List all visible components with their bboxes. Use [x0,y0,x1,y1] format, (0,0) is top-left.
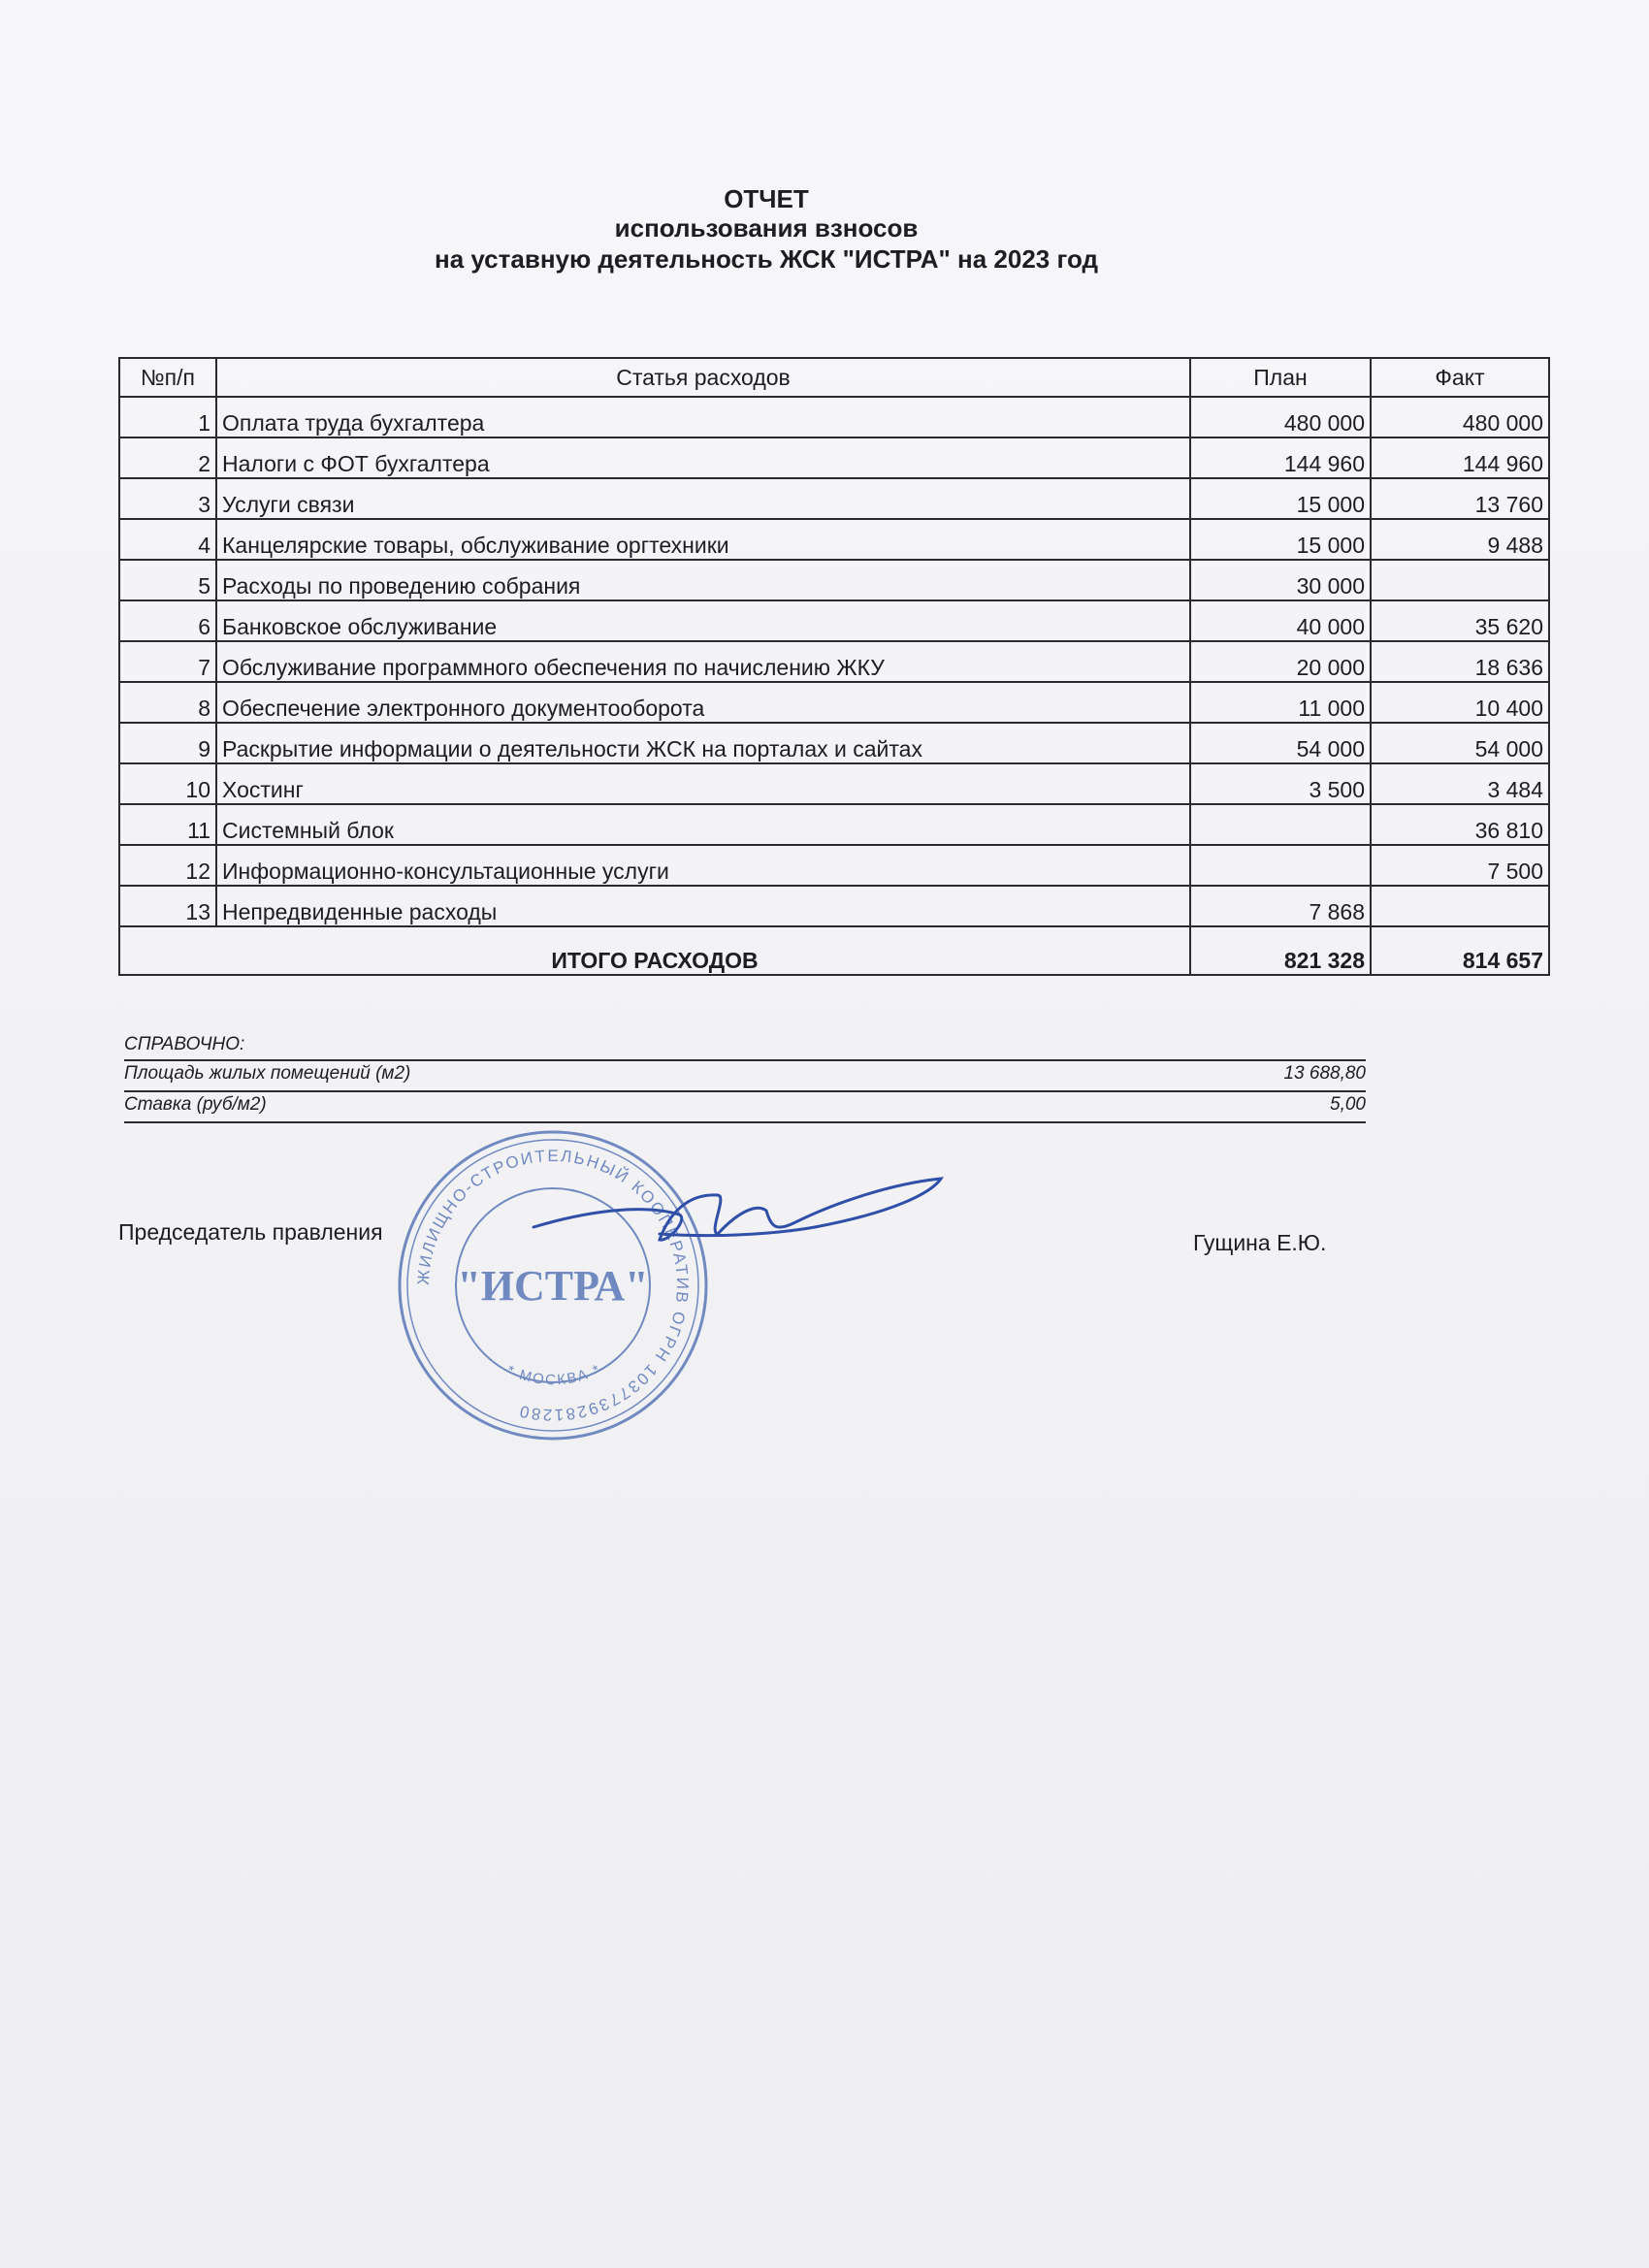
row-plan: 7 868 [1190,886,1371,926]
table-row [119,641,1549,682]
row-fact: 480 000 [1371,397,1549,437]
row-item: Расходы по проведению собрания [216,560,1190,600]
row-item: Информационно-консультационные услуги [216,845,1190,886]
stamp-center-text: "ИСТРА" [457,1262,649,1310]
table-row [119,886,1549,926]
total-row [119,926,1549,975]
expense-table [118,357,1550,976]
stamp-ring-text: ЖИЛИЩНО-СТРОИТЕЛЬНЫЙ КООПЕРАТИВ ОГРН 1037739281280 [413,1146,693,1425]
row-fact: 36 810 [1371,804,1549,845]
header-plan: План [1190,358,1371,397]
title-line-2: использования взносов [614,213,919,243]
table-row [119,600,1549,641]
row-item: Хостинг [216,763,1190,804]
row-number: 12 [119,845,216,886]
reference-row-area [124,1059,1366,1092]
row-plan: 20 000 [1190,641,1371,682]
row-number: 9 [119,723,216,763]
row-plan [1190,845,1371,886]
row-plan: 144 960 [1190,437,1371,478]
reference-label: Площадь жилых помещений (м2) [124,1063,411,1084]
row-fact: 9 488 [1371,519,1549,560]
reference-label: Ставка (руб/м2) [124,1094,267,1115]
row-item: Банковское обслуживание [216,600,1190,641]
row-fact [1371,886,1549,926]
row-number: 5 [119,560,216,600]
row-fact: 35 620 [1371,600,1549,641]
header-item: Статья расходов [216,358,1190,397]
row-plan: 15 000 [1190,519,1371,560]
stamp-bottom-text: * МОСКВА * [503,1360,604,1389]
row-item: Канцелярские товары, обслуживание оргтехники [216,519,1190,560]
title-line-1: ОТЧЕТ [724,184,809,213]
row-fact: 10 400 [1371,682,1549,723]
row-number: 11 [119,804,216,845]
row-plan: 40 000 [1190,600,1371,641]
row-fact: 18 636 [1371,641,1549,682]
total-label: ИТОГО РАСХОДОВ [119,926,1190,975]
row-fact: 13 760 [1371,478,1549,519]
reference-row-rate [124,1092,1366,1123]
row-number: 7 [119,641,216,682]
row-item: Обслуживание программного обеспечения по начислению ЖКУ [216,641,1190,682]
row-fact [1371,560,1549,600]
row-plan: 3 500 [1190,763,1371,804]
row-plan: 54 000 [1190,723,1371,763]
reference-block [124,1030,1366,1123]
row-number: 4 [119,519,216,560]
row-plan: 15 000 [1190,478,1371,519]
reference-value: 5,00 [1330,1094,1366,1115]
row-item: Системный блок [216,804,1190,845]
row-item: Оплата труда бухгалтера [216,397,1190,437]
table-row [119,763,1549,804]
signer-position: Председатель правления [118,1219,383,1245]
reference-value: 13 688,80 [1283,1063,1366,1084]
row-number: 1 [119,397,216,437]
row-fact: 144 960 [1371,437,1549,478]
table-row [119,804,1549,845]
row-item: Обеспечение электронного документооборота [216,682,1190,723]
row-item: Налоги с ФОТ бухгалтера [216,437,1190,478]
total-plan: 821 328 [1190,926,1371,975]
table-row [119,845,1549,886]
table-row [119,560,1549,600]
row-number: 3 [119,478,216,519]
row-plan [1190,804,1371,845]
row-number: 10 [119,763,216,804]
row-item: Раскрытие информации о деятельности ЖСК на порталах и сайтах [216,723,1190,763]
row-fact: 3 484 [1371,763,1549,804]
reference-heading: СПРАВОЧНО: [124,1034,245,1054]
row-plan: 30 000 [1190,560,1371,600]
row-number: 6 [119,600,216,641]
header-fact: Факт [1371,358,1549,397]
signer-name: Гущина Е.Ю. [1193,1230,1327,1255]
row-fact: 7 500 [1371,845,1549,886]
row-number: 8 [119,682,216,723]
row-item: Непредвиденные расходы [216,886,1190,926]
table-row [119,478,1549,519]
row-number: 13 [119,886,216,926]
report-title [116,184,1416,275]
table-row [119,437,1549,478]
table-header-row [119,358,1549,397]
header-num: №п/п [119,358,216,397]
row-fact: 54 000 [1371,723,1549,763]
table-row [119,723,1549,763]
row-plan: 480 000 [1190,397,1371,437]
table-row [119,682,1549,723]
row-item: Услуги связи [216,478,1190,519]
table-row [119,519,1549,560]
row-number: 2 [119,437,216,478]
handwritten-signature [524,1174,951,1261]
table-row [119,397,1549,437]
total-fact: 814 657 [1371,926,1549,975]
title-line-3: на уставную деятельность ЖСК "ИСТРА" на 2023 год [434,244,1098,274]
row-plan: 11 000 [1190,682,1371,723]
